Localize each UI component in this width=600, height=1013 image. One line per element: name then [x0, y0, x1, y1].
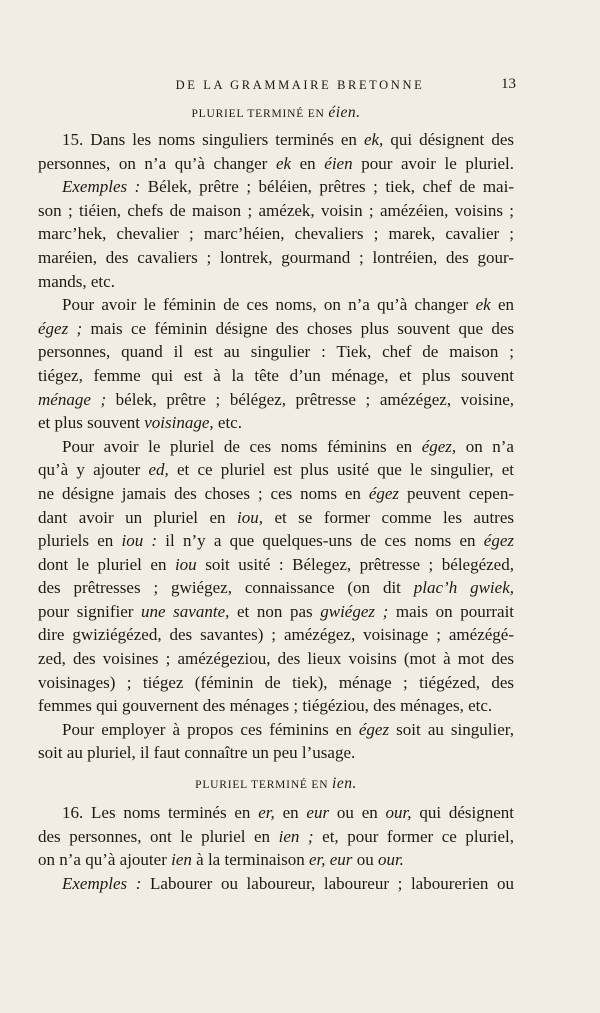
section-heading-label: PLURIEL TERMINÉ EN [191, 108, 325, 120]
text-line: Pour avoir le pluriel de ces noms féminins en égez, on n’a [62, 436, 514, 456]
running-title: DE LA GRAMMAIRE BRETONNE [175, 78, 425, 92]
text-line: des personnes, ont le pluriel en ien ; et, pour former ce pluriel, [38, 826, 514, 846]
text-line: égez ; mais ce féminin désigne des choses plus souvent que des [38, 318, 515, 338]
page-number: 13 [501, 76, 516, 92]
text-line: personnes, quand il est au singulier : Tiek, chef de maison ; [38, 342, 514, 362]
text-line: des prêtresses ; gwiégez, connaissance (on dit plac’h gwiek, [38, 578, 514, 598]
text-line: ne désigne jamais des choses ; ces noms en égez peuvent cepen- [38, 483, 514, 503]
text-line: Exemples : Bélek, prêtre ; béléien, prêtres ; tiek, chef de mai- [62, 177, 514, 197]
section-heading-label: PLURIEL TERMINÉ EN [195, 779, 329, 792]
text-line: dont le pluriel en iou soit usité : Bélegez, prêtresse ; bélegézed, [38, 554, 514, 574]
text-block [38, 104, 514, 895]
text-line: qu’à y ajouter ed, et ce pluriel est plus usité que le singulier, et [38, 460, 514, 480]
text-line: femmes qui gouvernent des ménages ; tiégéziou, des ménages, etc. [38, 696, 493, 716]
text-line: dire gwiziégézed, des savantes) ; amézégez, voisinage ; amézégé- [38, 625, 514, 645]
text-line: 16. Les noms terminés en er, en eur ou en our, qui désignent [62, 803, 515, 823]
running-head [0, 76, 600, 96]
text-line: zed, des voisines ; amézégeziou, des lieux voisins (mot à mot des [38, 649, 514, 669]
text-line: Pour employer à propos ces féminins en égez soit au singulier, [62, 719, 514, 739]
text-line: mands, etc. [38, 271, 115, 291]
text-line: on n’a qu’à ajouter ien à la terminaison er, eur ou our. [38, 850, 404, 870]
text-line: son ; tiéien, chefs de maison ; amézek, voisin ; amézéien, voisins ; [38, 200, 514, 220]
text-line: ménage ; bélek, prêtre ; bélégez, prêtresse ; amézégez, voisine, [38, 389, 514, 409]
text-line: Exemples : Labourer ou laboureur, laboureur ; labourerien ou [62, 873, 514, 893]
text-line: voisinages) ; tiégez (féminin de tiek), ménage ; tiégézed, des [38, 672, 514, 692]
text-line: marc’hek, chevalier ; marc’héien, chevaliers ; marek, cavalier ; [38, 224, 514, 244]
section-heading-term: ien. [332, 775, 357, 793]
text-line: et plus souvent voisinage, etc. [38, 413, 242, 433]
text-line: maréien, des cavaliers ; lontrek, gourmand ; lontréien, des gour- [38, 247, 514, 267]
text-line: pour signifier une savante, et non pas gwiégez ; mais on pourrait [38, 601, 515, 621]
text-line: tiégez, femme qui est à la tête d’un ménage, et plus souvent [38, 365, 514, 385]
text-line: Pour avoir le féminin de ces noms, on n’a qu’à changer ek en [62, 295, 514, 315]
text-line: soit au pluriel, il faut connaître un peu l’usage. [38, 743, 356, 763]
text-line: dant avoir un pluriel en iou, et se former comme les autres [38, 507, 514, 527]
text-line: personnes, on n’a qu’à changer ek en éien pour avoir le pluriel. [38, 153, 514, 173]
text-line: pluriels en iou : il n’y a que quelques-uns de ces noms en égez [38, 531, 514, 551]
text-line: 15. Dans les noms singuliers terminés en ek, qui désignent des [62, 130, 514, 149]
section-heading [38, 775, 514, 793]
section-heading [38, 104, 514, 122]
section-heading-term: éien. [328, 104, 361, 121]
